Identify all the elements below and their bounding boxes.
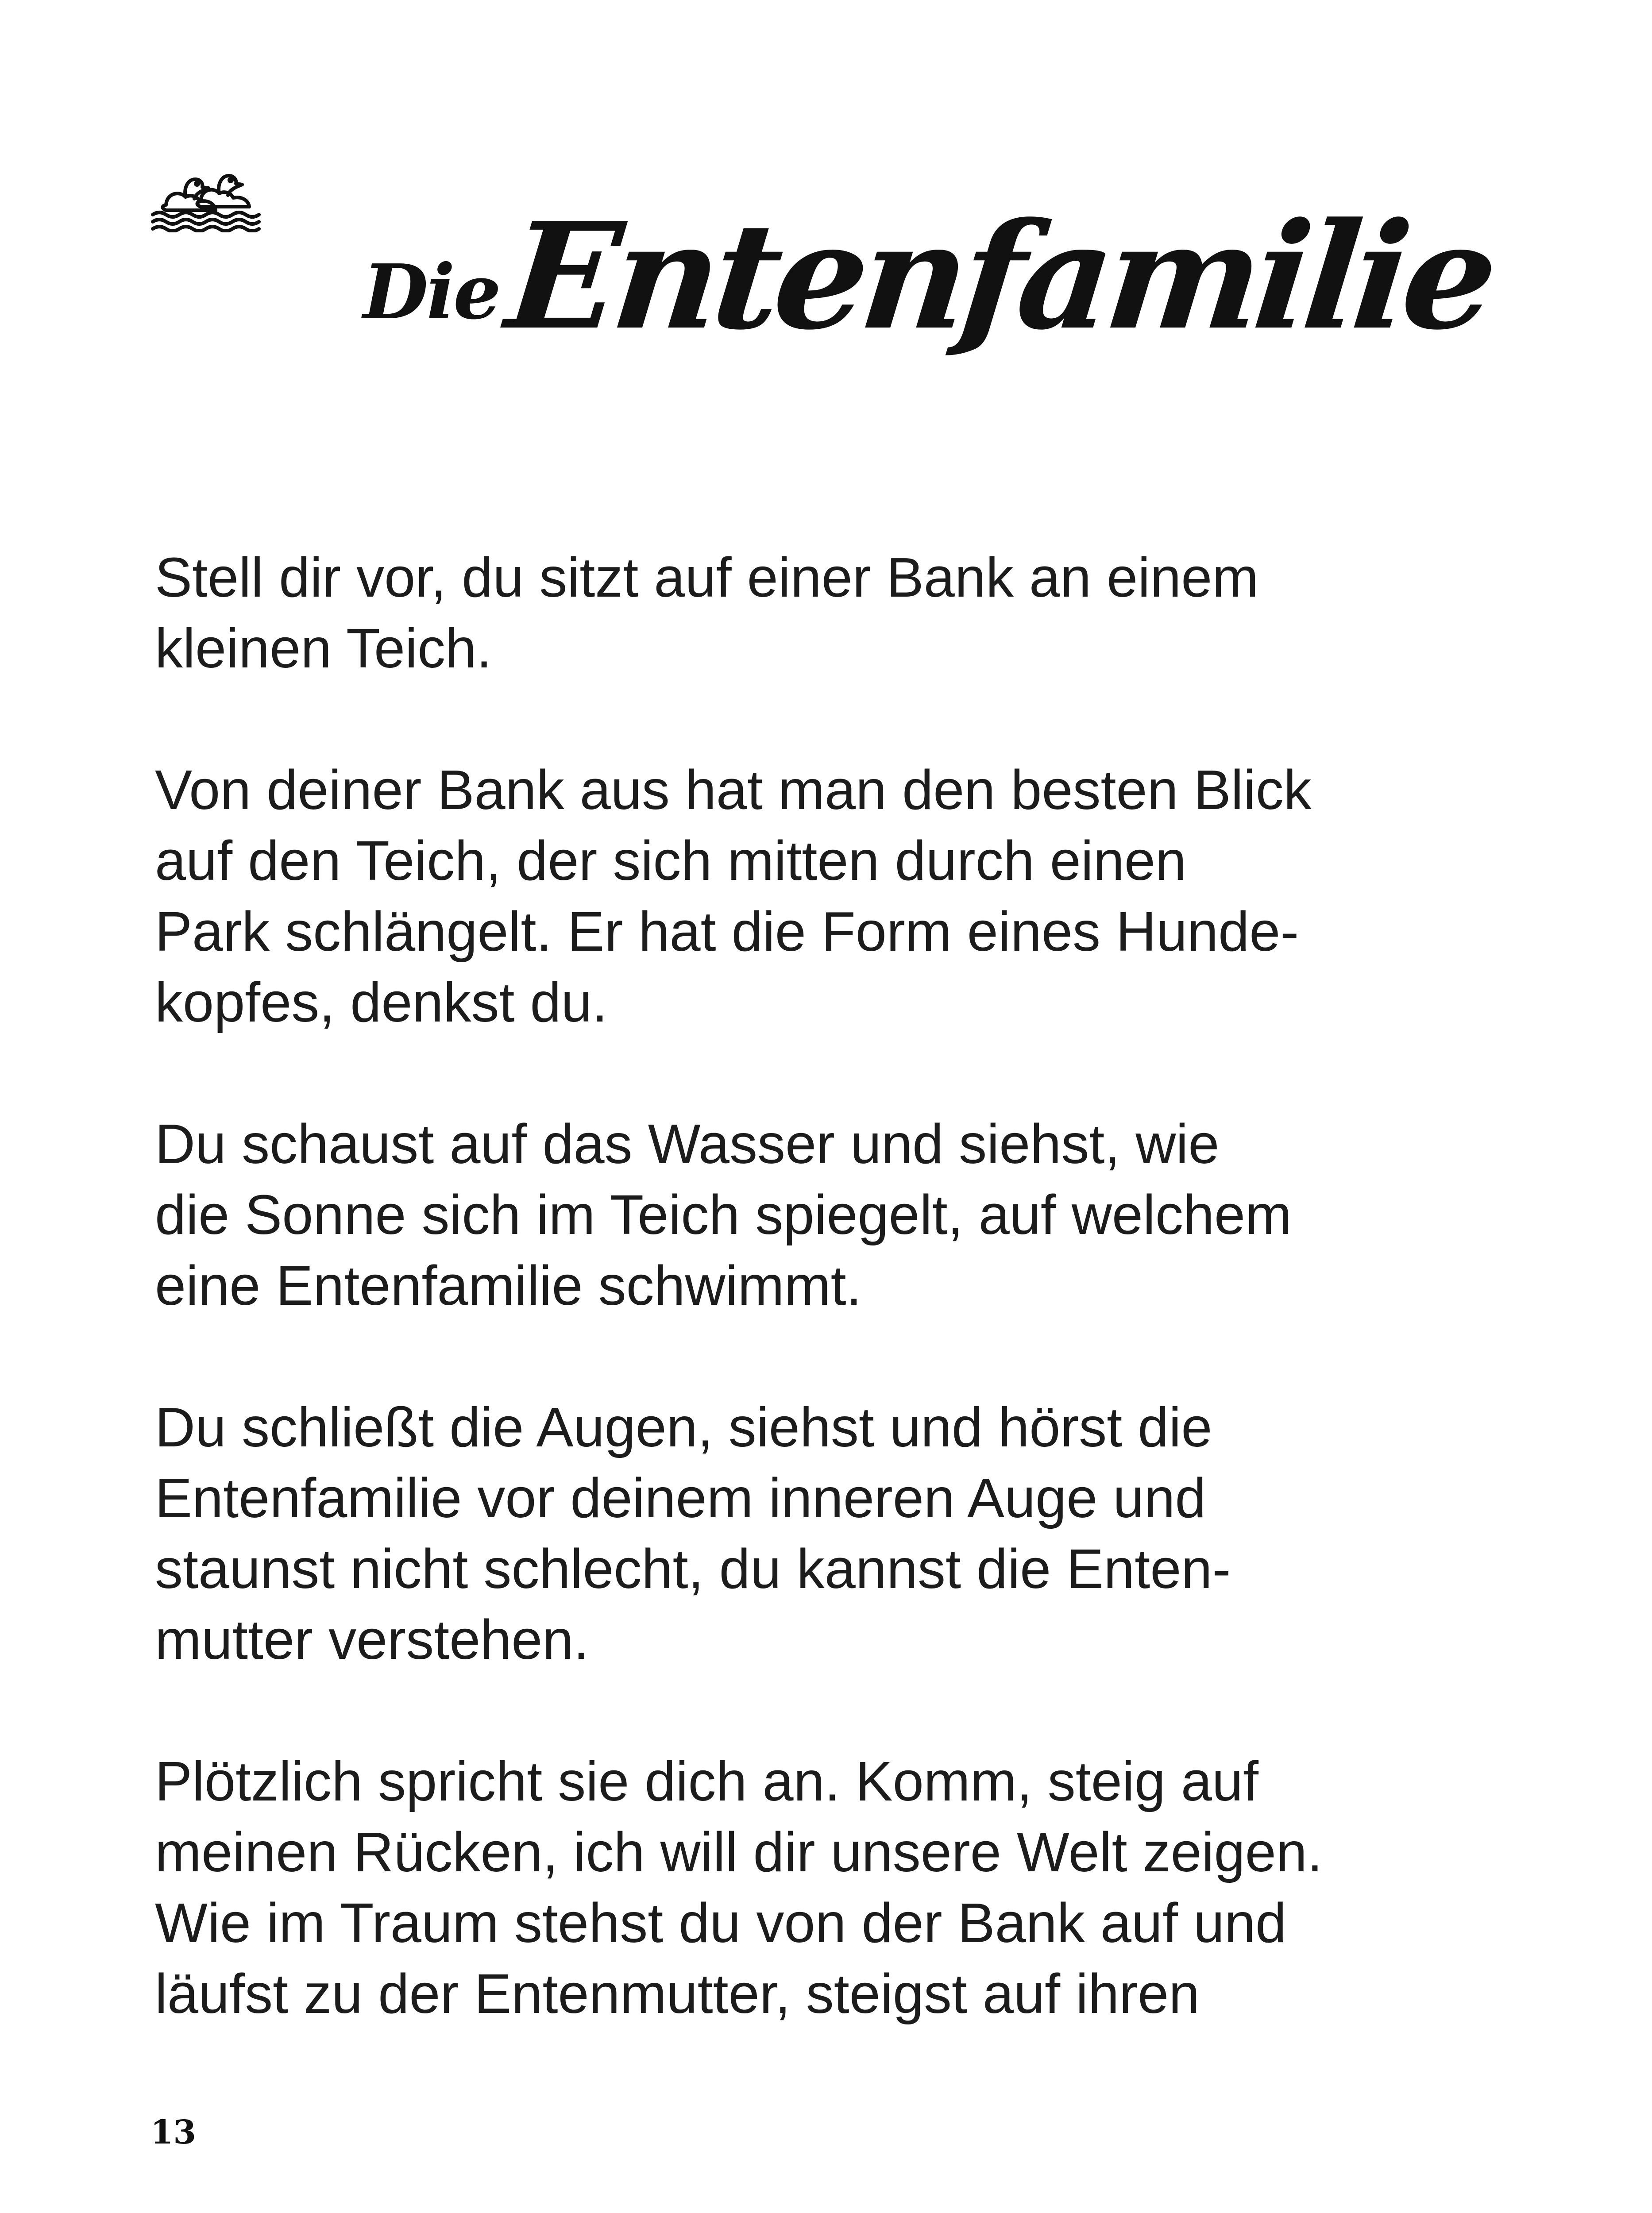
paragraph-5 — [155, 1746, 1549, 2029]
text-line: mutter verstehen. — [155, 1608, 589, 1671]
paragraph-2 — [155, 755, 1549, 1038]
text-line: Entenfamilie vor deinem inneren Auge und — [155, 1467, 1206, 1529]
page-title — [363, 190, 1500, 394]
title-main: Entenfamilie — [500, 190, 1500, 362]
text-line: staunst nicht schlecht, du kannst die Enten- — [155, 1538, 1231, 1600]
text-line: kopfes, denkst du. — [155, 971, 608, 1033]
paragraph-1 — [155, 542, 1549, 684]
text-line: Plötzlich spricht sie dich an. Komm, steig auf — [155, 1750, 1259, 1812]
text-line: Wie im Traum stehst du von der Bank auf und — [155, 1892, 1287, 1954]
text-line: Du schließt die Augen, siehst und hörst die — [155, 1396, 1212, 1458]
title-prefix: Die — [363, 248, 500, 336]
paragraph-4 — [155, 1392, 1549, 1675]
paragraph-3 — [155, 1109, 1549, 1321]
text-line: läufst zu der Entenmutter, steigst auf ihren — [155, 1962, 1200, 2025]
page-number: 13 — [151, 2113, 196, 2151]
text-line: Von deiner Bank aus hat man den besten Blick — [155, 759, 1312, 821]
text-line: die Sonne sich im Teich spiegelt, auf welchem — [155, 1184, 1292, 1246]
text-line: meinen Rücken, ich will dir unsere Welt zeigen. — [155, 1821, 1323, 1883]
text-line: Park schlängelt. Er hat die Form eines Hunde- — [155, 900, 1299, 963]
two-ducks-on-water-icon — [148, 153, 263, 232]
text-line: kleinen Teich. — [155, 617, 492, 679]
text-line: Stell dir vor, du sitzt auf einer Bank an einem — [155, 546, 1259, 609]
text-line: eine Entenfamilie schwimmt. — [155, 1254, 862, 1317]
story-text — [155, 542, 1549, 2100]
text-line: auf den Teich, der sich mitten durch einen — [155, 829, 1187, 892]
text-line: Du schaust auf das Wasser und siehst, wie — [155, 1113, 1220, 1175]
